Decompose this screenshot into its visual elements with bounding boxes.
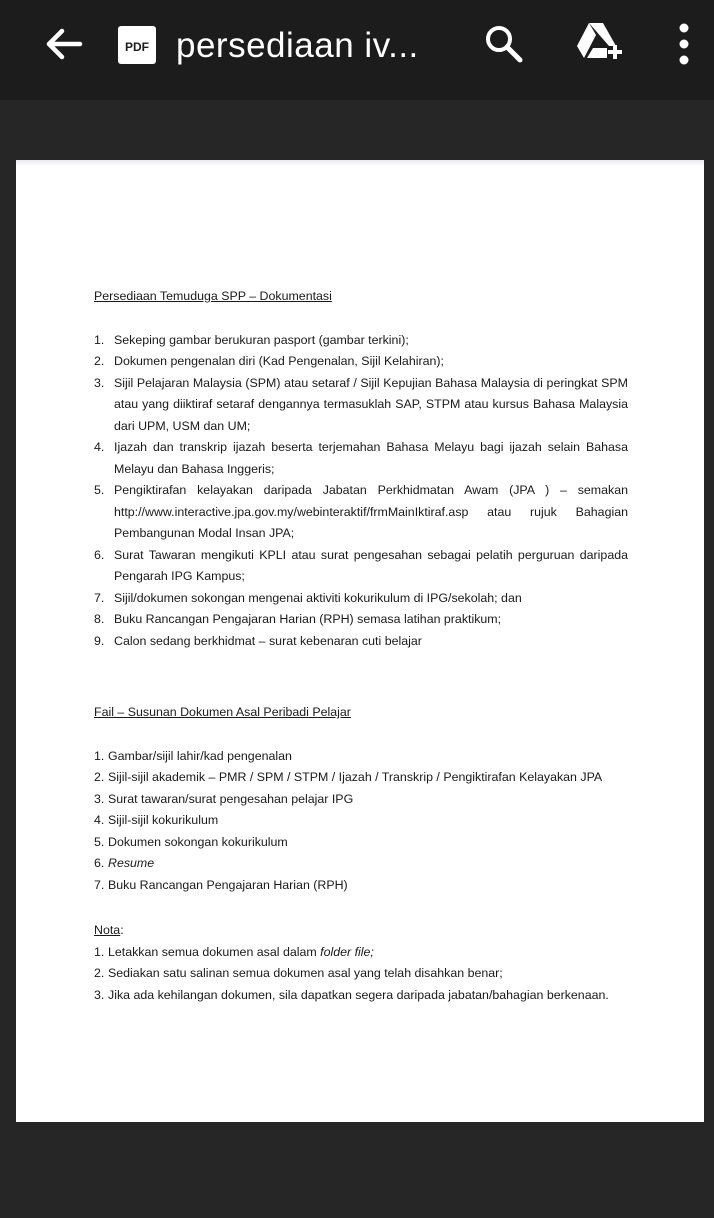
section2-list — [94, 746, 628, 897]
list-item: 2. Sediakan satu salinan semua dokumen asal yang telah disahkan benar; — [94, 966, 503, 980]
section1-heading: Persediaan Temuduga SPP – Dokumentasi — [94, 289, 332, 303]
list-item: 2. Sijil-sijil akademik – PMR / SPM / STPM / Ijazah / Transkrip / Pengiktirafan Kelayakan JPA — [94, 770, 603, 784]
section2-heading: Fail – Susunan Dokumen Asal Peribadi Pelajar — [94, 705, 351, 719]
list-item: 1. Gambar/sijil lahir/kad pengenalan — [94, 748, 292, 763]
pdf-page[interactable] — [16, 160, 704, 1122]
list-item: 3. Sijil Pelajaran Malaysia (SPM) atau setaraf / Sijil Kepujian Bahasa Malaysia di peringkat SPM atau yang diiktiraf setaraf dengannya termasuklah SAP, STPM atau kursus Bahasa Malaysia dari UPM, USM dan UM; — [94, 375, 628, 433]
document-title: persediaan iv... — [176, 26, 419, 65]
list-item: 8. Buku Rancangan Pengajaran Harian (RPH) semasa latihan praktikum; — [94, 612, 502, 626]
list-item: 6. Surat Tawaran mengikuti KPLI atau surat pengesahan sebagai pelatih perguruan daripada Pengarah IPG Kampus; — [94, 547, 628, 583]
back-arrow-icon — [40, 22, 88, 66]
list-item: 1. Letakkan semua dokumen asal dalam folder file; — [94, 944, 374, 959]
pdf-badge-label: PDF — [125, 40, 149, 54]
list-item: 3. Surat tawaran/surat pengesahan pelajar IPG — [94, 791, 354, 806]
list-item: 1. Sekeping gambar berukuran pasport (gambar terkini); — [94, 332, 409, 347]
app-toolbar — [0, 0, 714, 100]
list-item: 7. Buku Rancangan Pengajaran Harian (RPH) — [94, 877, 348, 892]
more-options-button[interactable] — [668, 20, 700, 68]
list-item: 7. Sijil/dokumen sokongan mengenai aktiviti kokurikulum di IPG/sekolah; dan — [94, 590, 522, 605]
nota-list — [94, 942, 628, 1007]
nota-heading: Nota: — [94, 923, 124, 937]
document-content — [94, 286, 628, 1006]
more-vert-icon — [668, 20, 700, 68]
back-button[interactable] — [40, 22, 88, 66]
list-item: 3. Jika ada kehilangan dokumen, sila dapatkan segera daripada jabatan/bahagian berkenaan. — [94, 987, 609, 1002]
list-item: 6. Resume — [94, 856, 155, 870]
drive-add-icon — [574, 20, 624, 66]
page-top-edge — [16, 160, 704, 166]
pdf-file-icon — [118, 26, 156, 64]
search-icon — [482, 22, 526, 66]
list-item: 5. Dokumen sokongan kokurikulum — [94, 834, 288, 849]
list-item: 9. Calon sedang berkhidmat – surat kebenaran cuti belajar — [94, 633, 422, 648]
list-item: 4. Sijil-sijil kokurikulum — [94, 813, 219, 827]
add-to-drive-button[interactable] — [574, 20, 624, 66]
section1-list — [94, 330, 628, 653]
list-item: 2. Dokumen pengenalan diri (Kad Pengenalan, Sijil Kelahiran); — [94, 354, 444, 368]
list-item: 4. Ijazah dan transkrip ijazah beserta terjemahan Bahasa Melayu bagi ijazah selain Bahasa Melayu dan Bahasa Inggeris; — [94, 440, 628, 476]
list-item: 5. Pengiktirafan kelayakan daripada Jabatan Perkhidmatan Awam (JPA ) – semakan http://www.interactive.jpa.gov.my/webinteraktif/frmMainIktiraf.asp atau rujuk Bahagian Pembangunan Modal Insan JPA; — [94, 483, 628, 540]
search-button[interactable] — [482, 22, 526, 66]
